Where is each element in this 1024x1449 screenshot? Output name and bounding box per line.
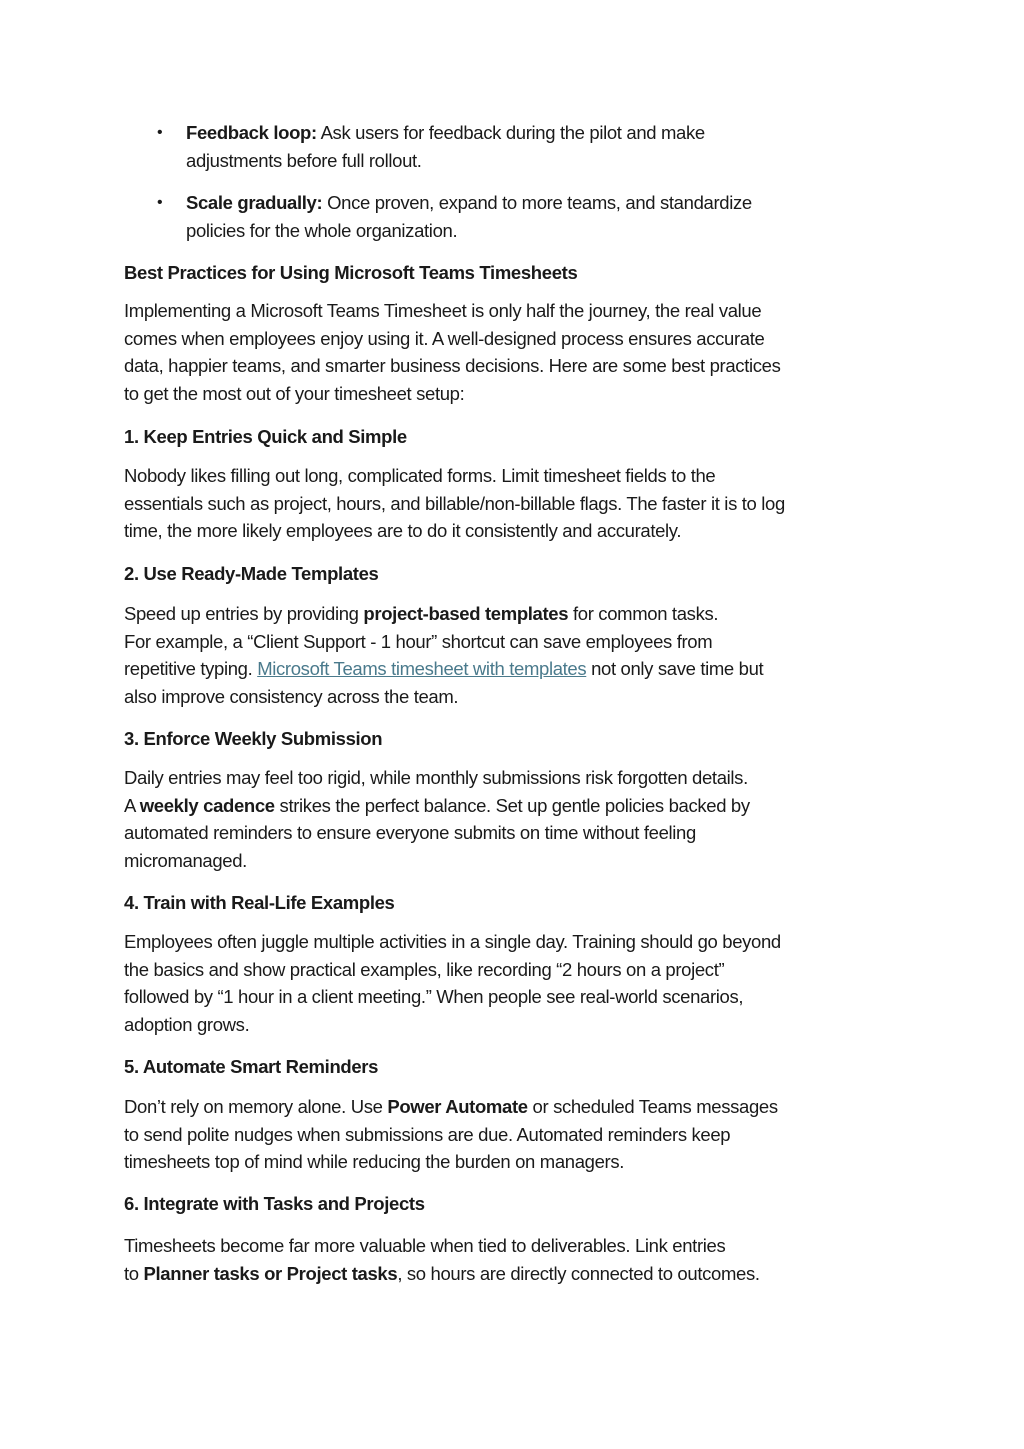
bullet-icon: • <box>157 194 163 211</box>
text-line <box>124 764 750 792</box>
text-line <box>124 1190 425 1218</box>
text: 1. Keep Entries Quick and Simple <box>124 426 407 447</box>
text: time, the more likely employees are to do it consistently and accurately. <box>124 520 682 541</box>
text-line <box>186 189 752 217</box>
text-line <box>186 217 752 245</box>
text-line <box>124 1093 778 1121</box>
text-line <box>186 147 705 175</box>
bullet-item <box>157 119 705 174</box>
text: policies for the whole organization. <box>186 219 458 241</box>
text-line <box>124 928 781 956</box>
text: Implementing a Microsoft Teams Timesheet is only half the journey, the real value <box>124 300 762 321</box>
paragraph <box>124 1093 778 1176</box>
text-line <box>124 683 763 711</box>
bold-text: Power Automate <box>387 1096 528 1117</box>
text-line <box>124 725 382 753</box>
text-line <box>124 628 763 656</box>
text-line <box>124 1232 760 1260</box>
text: also improve consistency across the team. <box>124 685 459 707</box>
text-line <box>124 1053 378 1081</box>
text-line <box>124 423 407 451</box>
text: , so hours are directly connected to outcomes. <box>397 1262 760 1284</box>
text: Daily entries may feel too rigid, while monthly submissions risk forgotten details. <box>124 767 748 788</box>
text: Timesheets become far more valuable when tied to deliverables. Link entries <box>124 1235 726 1256</box>
text: automated reminders to ensure everyone submits on time without feeling <box>124 822 696 843</box>
text-line <box>124 490 785 518</box>
bullet-item <box>157 189 752 244</box>
text-line <box>124 517 785 545</box>
text-line <box>124 352 781 380</box>
paragraph <box>124 600 763 710</box>
section-heading <box>124 725 382 753</box>
bullet-icon: • <box>157 124 163 141</box>
section-heading <box>124 259 577 287</box>
text: strikes the perfect balance. Set up gentle policies backed by <box>274 794 750 816</box>
text-line <box>186 119 705 147</box>
text-line <box>124 325 781 353</box>
text: data, happier teams, and smarter business decisions. Here are some best practices <box>124 355 781 376</box>
text: followed by “1 hour in a client meeting.” When people see real-world scenarios, <box>124 986 744 1007</box>
bold-text: Scale gradually: <box>186 192 323 213</box>
bold-text: Feedback loop: <box>186 122 317 143</box>
text: For example, a “Client Support - 1 hour” shortcut can save employees from <box>124 630 713 652</box>
section-heading <box>124 560 378 588</box>
text: to get the most out of your timesheet setup: <box>124 382 465 404</box>
section-heading <box>124 889 395 917</box>
text: Ask users for feedback during the pilot and make <box>316 122 705 143</box>
text-line <box>124 380 781 408</box>
text: adjustments before full rollout. <box>186 149 422 171</box>
paragraph <box>124 764 750 874</box>
text: essentials such as project, hours, and billable/non-billable flags. The faster it is to log <box>124 492 785 514</box>
text-line <box>124 792 750 820</box>
text: Nobody likes filling out long, complicated forms. Limit timesheet fields to the <box>124 465 716 486</box>
text: timesheets top of mind while reducing the burden on managers. <box>124 1151 625 1172</box>
text: Employees often juggle multiple activities in a single day. Training should go beyond <box>124 931 781 952</box>
text: Speed up entries by providing <box>124 603 364 624</box>
text-line <box>124 983 781 1011</box>
text-line <box>124 956 781 984</box>
paragraph <box>124 462 785 545</box>
bold-text: Planner tasks or Project tasks <box>143 1262 398 1284</box>
text-line <box>124 560 378 588</box>
paragraph <box>124 928 781 1038</box>
text-line <box>124 819 750 847</box>
text: 2. Use Ready-Made Templates <box>124 563 379 584</box>
text-line <box>124 1260 760 1288</box>
text: Don’t rely on memory alone. Use <box>124 1096 388 1117</box>
section-heading <box>124 1190 425 1218</box>
text-line <box>124 462 785 490</box>
text: comes when employees enjoy using it. A well-designed process ensures accurate <box>124 327 765 349</box>
text: adoption grows. <box>124 1013 250 1035</box>
text-line <box>124 600 763 628</box>
text: A <box>124 794 140 816</box>
text: 3. Enforce Weekly Submission <box>124 728 383 749</box>
text-line <box>124 259 577 287</box>
paragraph <box>124 297 781 407</box>
text-line <box>124 1148 778 1176</box>
text: micromanaged. <box>124 849 247 871</box>
text: Best Practices for Using Microsoft Teams Timesheets <box>124 262 578 283</box>
text: to <box>124 1262 144 1284</box>
text-line <box>124 297 781 325</box>
text-line <box>124 1011 781 1039</box>
text: 6. Integrate with Tasks and Projects <box>124 1193 425 1214</box>
text: to send polite nudges when submissions are due. Automated reminders keep <box>124 1123 731 1145</box>
text: 5. Automate Smart Reminders <box>124 1056 379 1077</box>
section-heading <box>124 1053 378 1081</box>
text: repetitive typing. <box>124 658 258 679</box>
paragraph <box>124 1232 760 1287</box>
text-line <box>124 847 750 875</box>
link[interactable]: Microsoft Teams timesheet with templates <box>257 658 587 679</box>
bold-text: project-based templates <box>363 603 569 624</box>
text: or scheduled Teams messages <box>527 1096 778 1117</box>
text-line <box>124 655 763 683</box>
text: the basics and show practical examples, like recording “2 hours on a project” <box>124 958 725 980</box>
text: not only save time but <box>586 658 764 679</box>
text: Once proven, expand to more teams, and standardize <box>322 192 752 213</box>
bold-text: weekly cadence <box>139 794 275 816</box>
text: for common tasks. <box>568 603 719 624</box>
text-line <box>124 1121 778 1149</box>
section-heading <box>124 423 407 451</box>
text: 4. Train with Real-Life Examples <box>124 892 395 913</box>
text-line <box>124 889 395 917</box>
